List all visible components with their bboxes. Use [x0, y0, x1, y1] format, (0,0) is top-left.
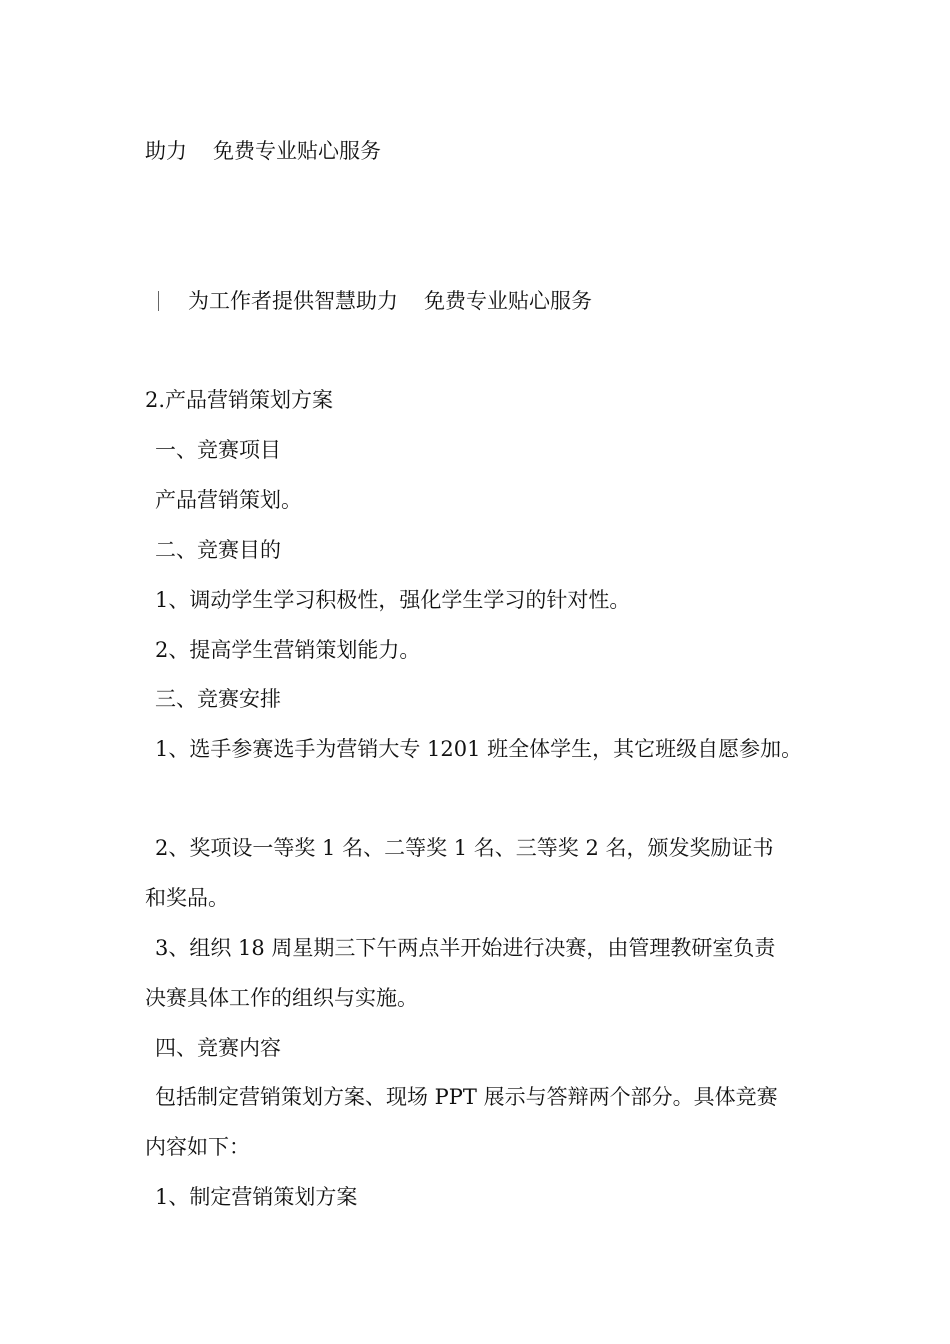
header-line2-part1: 为工作者提供智慧助力 — [188, 289, 398, 313]
section-3-item-3-line-2: 决赛具体工作的组织与实施。 — [145, 986, 418, 1010]
section-4-text-line-1: 包括制定营销策划方案、现场 PPT 展示与答辩两个部分。具体竞赛 — [155, 1085, 778, 1109]
section-3-heading: 三、竞赛安排 — [155, 687, 281, 711]
header-divider — [158, 291, 159, 311]
page-header-line2 — [188, 287, 592, 315]
section-3-item-1: 1、选手参赛选手为营销大专 1201 班全体学生，其它班级自愿参加。 — [155, 737, 803, 761]
section-1-text: 产品营销策划。 — [155, 488, 302, 512]
section-1-heading: 一、竞赛项目 — [155, 438, 281, 462]
section-4-item-1: 1、制定营销策划方案 — [155, 1185, 358, 1209]
section-3-item-3-line-1: 3、组织 18 周星期三下午两点半开始进行决赛，由管理教研室负责 — [155, 936, 776, 960]
header-line2-part2: 免费专业贴心服务 — [424, 289, 592, 313]
header-top-part2: 免费专业贴心服务 — [213, 139, 381, 163]
document-title: 2.产品营销策划方案 — [145, 388, 334, 412]
section-4-heading: 四、竞赛内容 — [155, 1036, 281, 1060]
section-2-item-2: 2、提高学生营销策划能力。 — [155, 638, 421, 662]
section-2-item-1: 1、调动学生学习积极性，强化学生学习的针对性。 — [155, 588, 631, 612]
section-3-item-2-line-2: 和奖品。 — [145, 886, 229, 910]
section-4-text-line-2: 内容如下： — [145, 1135, 250, 1159]
section-2-heading: 二、竞赛目的 — [155, 538, 281, 562]
header-top-part1: 助力 — [145, 139, 187, 163]
page-header-top — [145, 137, 381, 165]
section-3-item-2-line-1: 2、奖项设一等奖 1 名、二等奖 1 名、三等奖 2 名，颁发奖励证书 — [155, 836, 774, 860]
